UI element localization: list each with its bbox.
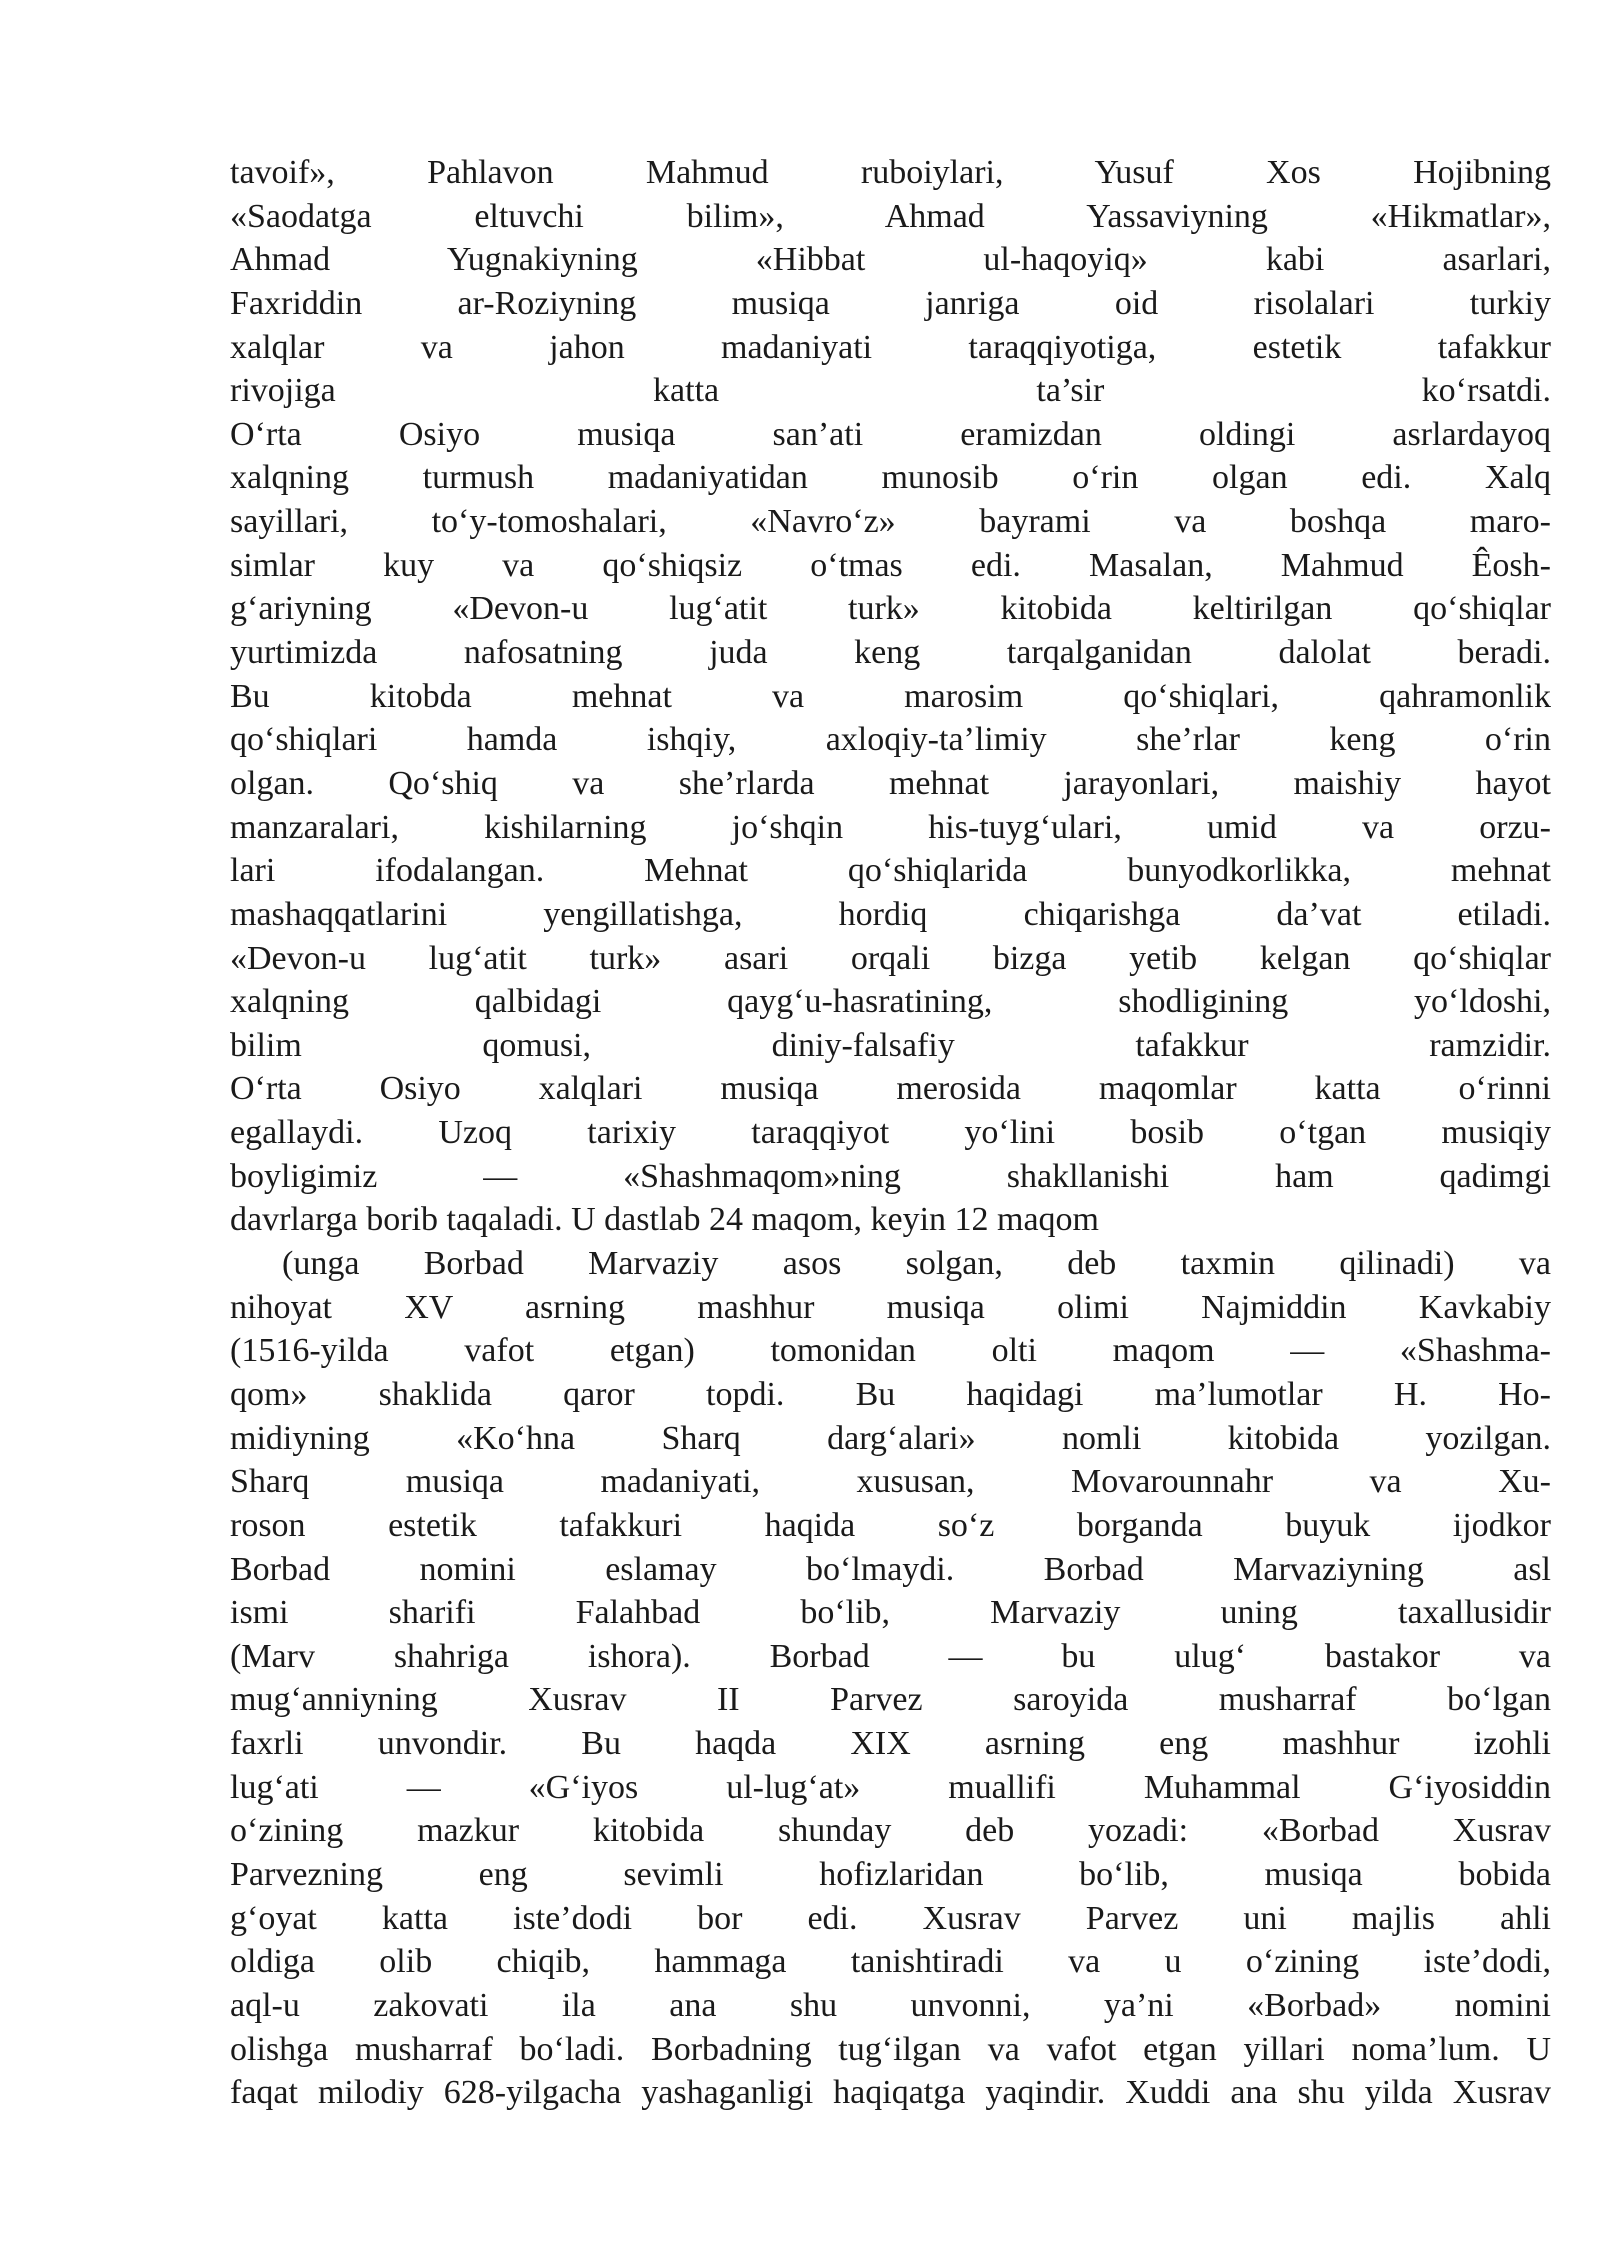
text-line: xalqlar va jahon madaniyati taraqqiyotiga, estetik tafakkur <box>230 328 1551 366</box>
text-line: «Devon-u lug‘atit turk» asari orqali bizga yetib kelgan qo‘shiqlar <box>230 939 1551 977</box>
text-line: Faxriddin ar-Roziyning musiqa janriga oid risolalari turkiy <box>230 284 1551 322</box>
text-line: faqat milodiy 628-yilgacha yashaganligi haqiqatga yaqindir. Xuddi ana shu yilda Xusrav <box>230 2074 1551 2112</box>
text-line: mashaqqatlarini yengillatishga, hordiq chiqarishga da’vat etiladi. <box>230 895 1551 933</box>
text-line: midiyning «Ko‘hna Sharq darg‘alari» nomli kitobida yozilgan. <box>230 1419 1551 1457</box>
text-line: manzaralari, kishilarning jo‘shqin his-tuyg‘ulari, umid va orzu- <box>230 808 1551 846</box>
text-line: roson estetik tafakkuri haqida so‘z borganda buyuk ijodkor <box>230 1506 1551 1544</box>
text-line: boyligimiz — «Shashmaqom»ning shakllanishi ham qadimgi <box>230 1157 1551 1195</box>
text-line: aql-u zakovati ila ana shu unvonni, ya’ni «Borbad» nomini <box>230 1986 1551 2024</box>
text-line: (unga Borbad Marvaziy asos solgan, deb taxmin qilinadi) va <box>282 1245 1551 1283</box>
text-line: davrlarga borib taqaladi. U dastlab 24 maqom, keyin 12 maqom <box>230 1201 1099 1239</box>
text-line: «Saodatga eltuvchi bilim», Ahmad Yassaviyning «Hikmatlar», <box>230 197 1551 235</box>
text-line: xalqning turmush madaniyatidan munosib o‘rin olgan edi. Xalq <box>230 459 1551 497</box>
text-line: qom» shaklida qaror topdi. Bu haqidagi ma’lumotlar H. Ho- <box>230 1375 1551 1413</box>
text-line: ismi sharifi Falahbad bo‘lib, Marvaziy uning taxallusidir <box>230 1594 1551 1632</box>
text-line: g‘ariyning «Devon-u lug‘atit turk» kitobida keltirilgan qo‘shiqlar <box>230 590 1551 628</box>
text-line: yurtimizda nafosatning juda keng tarqalganidan dalolat beradi. <box>230 634 1551 672</box>
text-line: (1516-yilda vafot etgan) tomonidan olti maqom — «Shashma- <box>230 1332 1551 1370</box>
text-line: rivojiga katta ta’sir ko‘rsatdi. <box>230 372 1551 410</box>
text-line: g‘oyat katta iste’dodi bor edi. Xusrav Parvez uni majlis ahli <box>230 1899 1551 1937</box>
text-line: Bu kitobda mehnat va marosim qo‘shiqlari, qahramonlik <box>230 677 1551 715</box>
text-line: mug‘anniyning Xusrav II Parvez saroyida musharraf bo‘lgan <box>230 1681 1551 1719</box>
text-line: qo‘shiqlari hamda ishqiy, axloqiy-ta’limiy she’rlar keng o‘rin <box>230 721 1551 759</box>
text-line: simlar kuy va qo‘shiqsiz o‘tmas edi. Masalan, Mahmud Êosh- <box>230 546 1551 584</box>
text-line: Parvezning eng sevimli hofizlaridan bo‘lib, musiqa bobida <box>230 1855 1551 1893</box>
text-line: lug‘ati — «G‘iyos ul-lug‘at» muallifi Muhammal G‘iyosiddin <box>230 1768 1551 1806</box>
text-line: faxrli unvondir. Bu haqda XIX asrning eng mashhur izohli <box>230 1725 1551 1763</box>
text-line: xalqning qalbidagi qayg‘u-hasratining, shodligining yo‘ldoshi, <box>230 983 1551 1021</box>
text-line: Sharq musiqa madaniyati, xususan, Movarounnahr va Xu- <box>230 1463 1551 1501</box>
text-line: oldiga olib chiqib, hammaga tanishtiradi va u o‘zining iste’dodi, <box>230 1943 1551 1981</box>
text-line: tavoif», Pahlavon Mahmud ruboiylari, Yusuf Xos Hojibning <box>230 154 1551 191</box>
text-line: nihoyat XV asrning mashhur musiqa olimi Najmiddin Kavkabiy <box>230 1288 1551 1326</box>
text-line: O‘rta Osiyo xalqlari musiqa merosida maqomlar katta o‘rinni <box>230 1070 1551 1108</box>
text-line: o‘zining mazkur kitobida shunday deb yozadi: «Borbad Xusrav <box>230 1812 1551 1850</box>
text-line: olishga musharraf bo‘ladi. Borbadning tug‘ilgan va vafot etgan yillari noma’lum. U <box>230 2030 1551 2068</box>
text-line: O‘rta Osiyo musiqa san’ati eramizdan oldingi asrlardayoq <box>230 415 1551 453</box>
text-line: sayillari, to‘y-tomoshalari, «Navro‘z» bayrami va boshqa maro- <box>230 503 1551 541</box>
text-line: Borbad nomini eslamay bo‘lmaydi. Borbad Marvaziyning asl <box>230 1550 1551 1588</box>
text-line: (Marv shahriga ishora). Borbad — bu ulug‘ bastakor va <box>230 1637 1551 1675</box>
body-text <box>230 151 1551 2115</box>
text-line: Ahmad Yugnakiyning «Hibbat ul-haqoyiq» kabi asarlari, <box>230 241 1551 279</box>
text-line: bilim qomusi, diniy-falsafiy tafakkur ramzidir. <box>230 1026 1551 1064</box>
text-line: egallaydi. Uzoq tarixiy taraqqiyot yo‘lini bosib o‘tgan musiqiy <box>230 1114 1551 1152</box>
text-line: olgan. Qo‘shiq va she’rlarda mehnat jarayonlari, maishiy hayot <box>230 764 1551 802</box>
text-line: lari ifodalangan. Mehnat qo‘shiqlarida bunyodkorlikka, mehnat <box>230 852 1551 890</box>
